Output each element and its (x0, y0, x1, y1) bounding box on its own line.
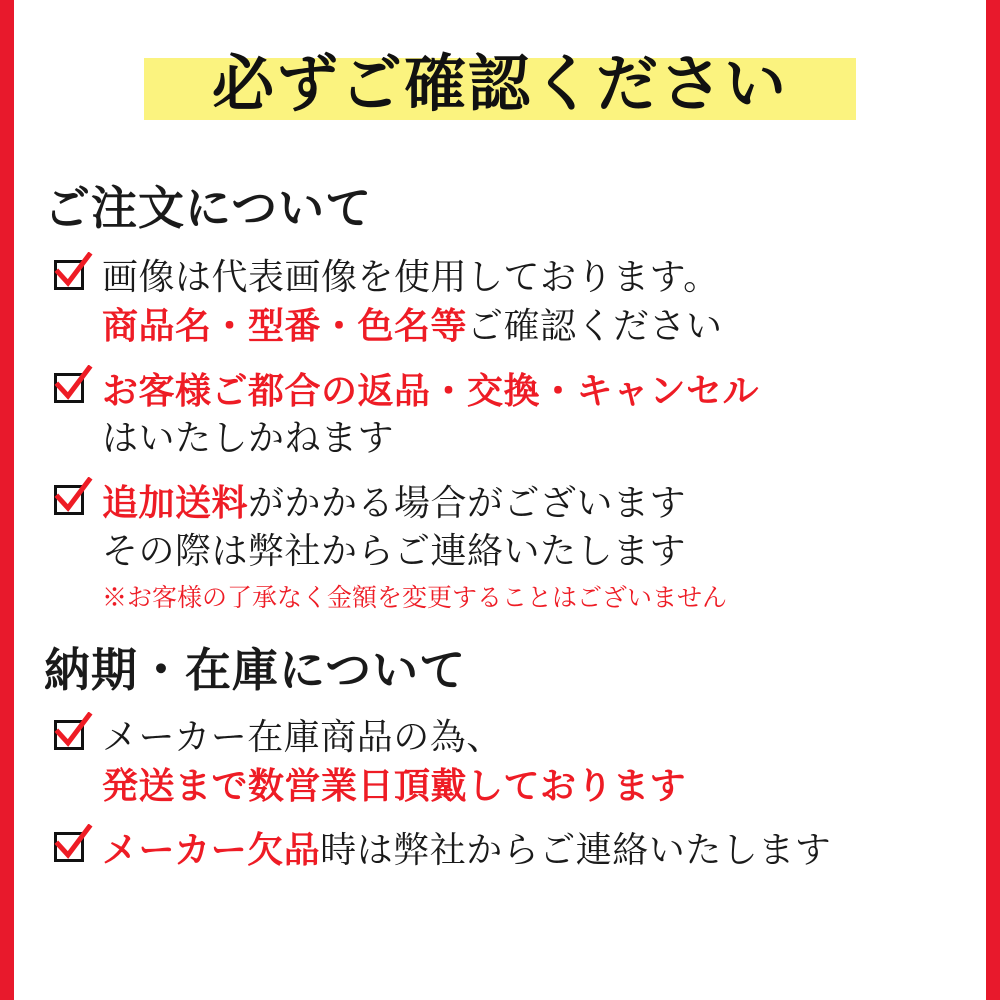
checkbox-icon (54, 485, 88, 519)
checkbox-icon (54, 720, 88, 754)
list-item (14, 367, 986, 463)
left-red-bar (0, 0, 14, 1000)
page-title: 必ずご確認ください (211, 47, 788, 120)
item-text-red: 商品名・型番・色名等 (102, 305, 468, 347)
item-note: ※お客様の了承なく金額を変更することはございません (102, 583, 728, 612)
list-item (14, 714, 986, 810)
list-item (14, 254, 986, 351)
checkbox-icon (54, 260, 88, 294)
item-line: 画像は代表画像を使用しております。 (102, 257, 720, 298)
title-block (14, 34, 986, 134)
section-heading-order: ご注文について (44, 181, 373, 235)
item-text-black: ご確認ください (467, 306, 723, 347)
item-line: はいたしかねます (102, 418, 395, 459)
item-text-black: 時は弊社からご連絡いたします (320, 830, 832, 871)
checkbox-icon (54, 373, 88, 407)
item-line (102, 826, 986, 875)
delivery-items (14, 714, 986, 875)
item-text-black: がかかる場合がございます (248, 483, 687, 524)
item-line: お客様ご都合の返品・交換・キャンセル (102, 370, 760, 412)
item-text-red: 追加送料 (102, 482, 249, 524)
right-red-bar (986, 0, 1000, 1000)
item-line: 発送まで数営業日頂戴しております (102, 765, 687, 807)
section-heading-delivery: 納期・在庫について (44, 643, 467, 697)
item-line: その際は弊社からご連絡いたします (102, 531, 687, 572)
order-items (14, 254, 986, 616)
list-item (14, 826, 986, 875)
item-text-red: メーカー欠品 (102, 829, 321, 871)
checkbox-icon (54, 832, 88, 866)
list-item (14, 479, 986, 616)
item-line (102, 302, 986, 351)
item-line: メーカー在庫商品の為、 (102, 717, 503, 758)
item-line (102, 479, 986, 528)
notice-content (14, 0, 986, 1000)
